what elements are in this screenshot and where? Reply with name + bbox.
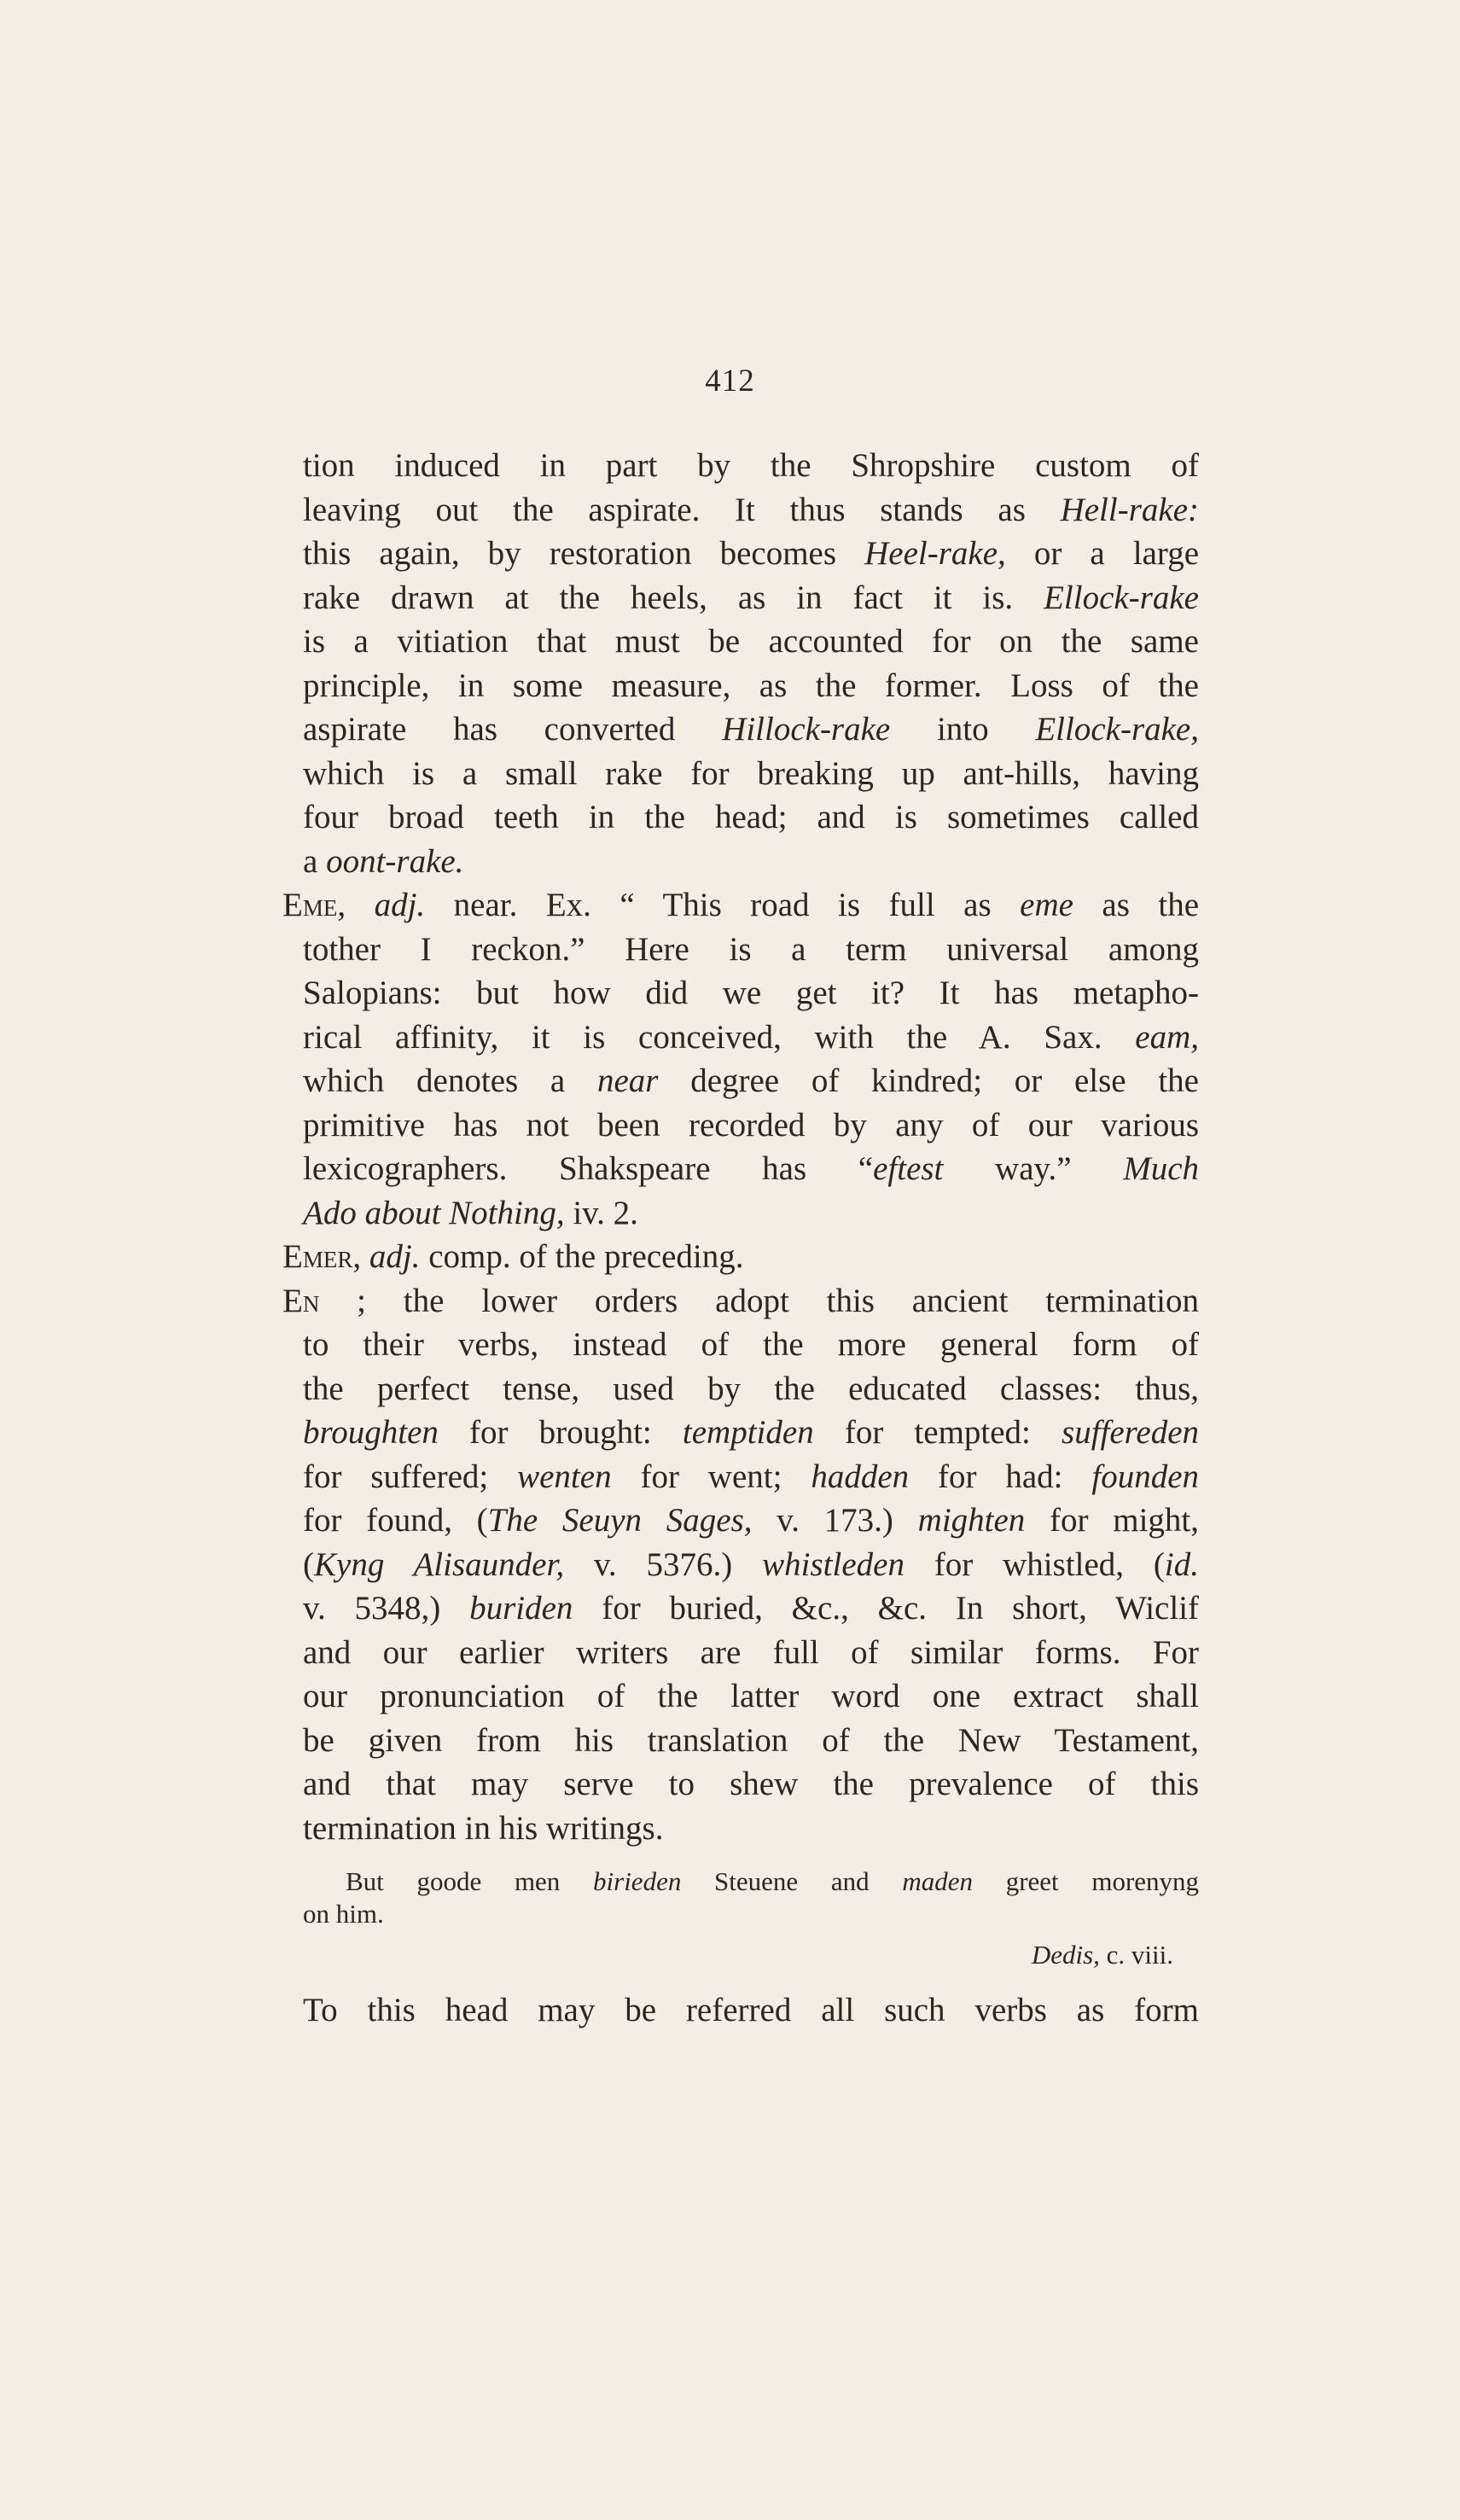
text-line: which denotes a near degree of kindred; or else the [303, 1062, 1199, 1099]
text-line: v. 5348,) buriden for buried, &c., &c. In short, Wiclif [303, 1590, 1200, 1627]
text-line: termination in his writings. [303, 1809, 664, 1847]
block-quote [303, 1865, 1199, 1971]
quote-source: Dedis, c. viii. [1031, 1940, 1173, 1970]
text-line: and that may serve to shew the prevalence of this [303, 1766, 1199, 1802]
text-line: Eme, adj. near. Ex. “ This road is full as eme as the [282, 887, 1200, 923]
text-line: the perfect tense, used by the educated classes: thus, [303, 1370, 1199, 1407]
text-line: and our earlier writers are full of similar forms. For [303, 1633, 1199, 1671]
text-line: this again, by restoration becomes Heel-rake, or a large [303, 535, 1200, 572]
text-line: rake drawn at the heels, as in fact it is. Ellock-rake [303, 579, 1199, 616]
text-line: primitive has not been recorded by any of our various [303, 1106, 1199, 1144]
quote-line: on him. [303, 1899, 384, 1929]
page-number: 412 [705, 364, 755, 399]
text-line: principle, in some measure, as the former. Loss of the [303, 666, 1199, 704]
page-body [282, 444, 1200, 2033]
text-line: En ; the lower orders adopt this ancient termination [282, 1282, 1200, 1319]
text-line: rical affinity, it is conceived, with the A. Sax. eam, [303, 1018, 1199, 1056]
text-line: for found, (The Seuyn Sages, v. 173.) mighten for might, [303, 1502, 1200, 1539]
text-line: To this head may be referred all such verbs as form [303, 1992, 1199, 2028]
text-line: tother I reckon.” Here is a term universal among [303, 930, 1199, 968]
entry-emer [282, 1235, 1199, 1279]
text-line: for suffered; wenten for went; hadden for had: founden [303, 1458, 1200, 1495]
text-line: aspirate has converted Hillock-rake into Ellock-rake, [303, 711, 1199, 748]
paragraph-closing [303, 1988, 1199, 2033]
text-line: Salopians: but how did we get it? It has metapho- [303, 975, 1199, 1011]
text-line: is a vitiation that must be accounted for on the same [303, 623, 1199, 660]
text-line: to their verbs, instead of the more general form of [303, 1326, 1199, 1363]
text-line: our pronunciation of the latter word one extract shall [303, 1678, 1199, 1714]
entry-eme [282, 883, 1199, 1235]
text-line: leaving out the aspirate. It thus stands as Hell-rake: [303, 491, 1199, 528]
entry-en [282, 1279, 1199, 1851]
paragraph-continuation [303, 444, 1199, 883]
text-line: be given from his translation of the New Testament, [303, 1721, 1199, 1759]
text-line: broughten for brought: temptiden for tempted: suffereden [303, 1414, 1200, 1451]
headword: Emer, [282, 1238, 362, 1275]
text-line: (Kyng Alisaunder, v. 5376.) whistleden for whistled, (id. [303, 1545, 1199, 1583]
text-line: Emer, adj. comp. of the preceding. [282, 1238, 744, 1275]
headword: Eme, [282, 887, 346, 923]
text-line: lexicographers. Shakspeare has “eftest way.” Much [303, 1150, 1200, 1187]
text-line: tion induced in part by the Shropshire custom of [303, 447, 1199, 484]
text-line: a oont-rake. [303, 842, 464, 880]
quote-line: But goode men birieden Steuene and maden greet morenyng [346, 1866, 1200, 1896]
text-line: which is a small rake for breaking up ant-hills, having [303, 754, 1199, 792]
text-line: Ado about Nothing, iv. 2. [303, 1194, 638, 1231]
headword: En [282, 1282, 320, 1319]
text-line: four broad teeth in the head; and is sometimes called [303, 799, 1199, 835]
